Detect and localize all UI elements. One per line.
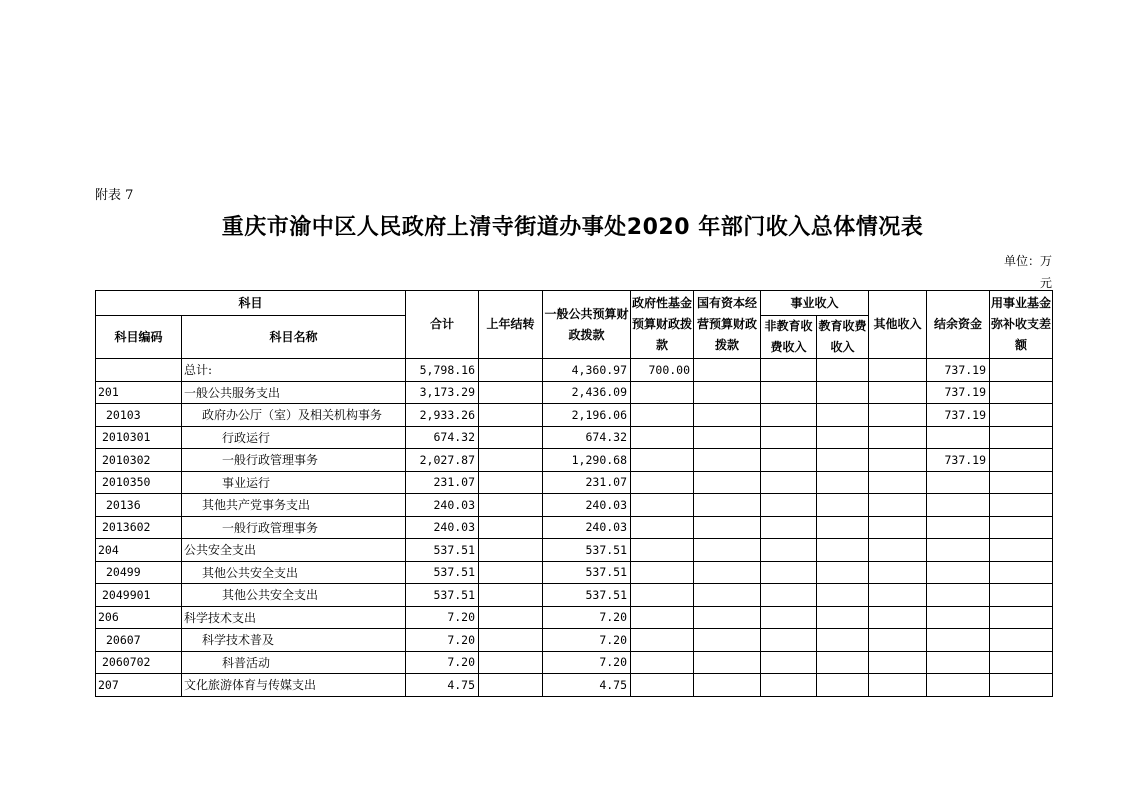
gov-fund-cell	[631, 561, 694, 584]
table-row	[96, 471, 1053, 494]
code-cell: 201	[96, 381, 182, 404]
surplus-cell	[927, 426, 990, 449]
surplus-cell	[927, 471, 990, 494]
gov-fund-cell	[631, 494, 694, 517]
non-edu-cell	[761, 561, 817, 584]
table-row	[96, 359, 1053, 382]
header-general-budget: 一般公共预算财政拨款	[543, 291, 631, 359]
unit-label-line2: 元	[1039, 276, 1052, 290]
other-income-cell	[869, 584, 927, 607]
total-cell: 537.51	[406, 539, 479, 562]
non-edu-cell	[761, 449, 817, 472]
non-edu-cell	[761, 539, 817, 562]
other-income-cell	[869, 651, 927, 674]
supplement-cell	[990, 674, 1053, 697]
general-budget-cell: 4.75	[543, 674, 631, 697]
appendix-label: 附表 7	[95, 188, 134, 203]
table-row	[96, 494, 1053, 517]
other-income-cell	[869, 471, 927, 494]
other-income-cell	[869, 674, 927, 697]
gov-fund-cell	[631, 606, 694, 629]
carryover-cell	[479, 404, 543, 427]
header-surplus: 结余资金	[927, 291, 990, 359]
other-income-cell	[869, 449, 927, 472]
state-capital-cell	[694, 359, 761, 382]
carryover-cell	[479, 516, 543, 539]
general-budget-cell: 7.20	[543, 629, 631, 652]
supplement-cell	[990, 449, 1053, 472]
general-budget-cell: 231.07	[543, 471, 631, 494]
code-cell: 2010350	[96, 471, 182, 494]
general-budget-cell: 4,360.97	[543, 359, 631, 382]
general-budget-cell: 2,196.06	[543, 404, 631, 427]
total-cell: 7.20	[406, 606, 479, 629]
name-cell: 一般行政管理事务	[182, 449, 406, 472]
state-capital-cell	[694, 539, 761, 562]
gov-fund-cell	[631, 449, 694, 472]
name-cell: 其他公共安全支出	[182, 561, 406, 584]
edu-cell	[817, 359, 869, 382]
other-income-cell	[869, 539, 927, 562]
surplus-cell: 737.19	[927, 381, 990, 404]
edu-cell	[817, 629, 869, 652]
edu-cell	[817, 426, 869, 449]
name-cell: 事业运行	[182, 471, 406, 494]
total-cell: 4.75	[406, 674, 479, 697]
supplement-cell	[990, 629, 1053, 652]
code-cell	[96, 359, 182, 382]
non-edu-cell	[761, 471, 817, 494]
carryover-cell	[479, 426, 543, 449]
name-cell: 政府办公厅（室）及相关机构事务	[182, 404, 406, 427]
surplus-cell	[927, 584, 990, 607]
supplement-cell	[990, 561, 1053, 584]
surplus-cell	[927, 674, 990, 697]
other-income-cell	[869, 381, 927, 404]
name-cell: 总计:	[182, 359, 406, 382]
gov-fund-cell	[631, 584, 694, 607]
general-budget-cell: 240.03	[543, 516, 631, 539]
total-cell: 240.03	[406, 494, 479, 517]
gov-fund-cell	[631, 471, 694, 494]
other-income-cell	[869, 561, 927, 584]
non-edu-cell	[761, 359, 817, 382]
carryover-cell	[479, 584, 543, 607]
gov-fund-cell	[631, 674, 694, 697]
name-cell: 文化旅游体育与传媒支出	[182, 674, 406, 697]
edu-cell	[817, 471, 869, 494]
header-total: 合计	[406, 291, 479, 359]
edu-cell	[817, 449, 869, 472]
carryover-cell	[479, 674, 543, 697]
surplus-cell	[927, 494, 990, 517]
state-capital-cell	[694, 674, 761, 697]
name-cell: 科学技术普及	[182, 629, 406, 652]
header-state-capital: 国有资本经营预算财政拨款	[694, 291, 761, 359]
other-income-cell	[869, 606, 927, 629]
carryover-cell	[479, 381, 543, 404]
code-cell: 207	[96, 674, 182, 697]
general-budget-cell: 537.51	[543, 584, 631, 607]
edu-cell	[817, 539, 869, 562]
supplement-cell	[990, 381, 1053, 404]
header-code: 科目编码	[96, 316, 182, 359]
total-cell: 2,027.87	[406, 449, 479, 472]
state-capital-cell	[694, 494, 761, 517]
header-business-income: 事业收入	[761, 291, 869, 316]
edu-cell	[817, 516, 869, 539]
general-budget-cell: 7.20	[543, 606, 631, 629]
general-budget-cell: 1,290.68	[543, 449, 631, 472]
surplus-cell	[927, 516, 990, 539]
gov-fund-cell	[631, 516, 694, 539]
carryover-cell	[479, 561, 543, 584]
carryover-cell	[479, 539, 543, 562]
table-row	[96, 539, 1053, 562]
state-capital-cell	[694, 381, 761, 404]
table-row	[96, 516, 1053, 539]
unit-label	[990, 250, 1052, 294]
code-cell: 2060702	[96, 651, 182, 674]
table-row	[96, 426, 1053, 449]
edu-cell	[817, 404, 869, 427]
carryover-cell	[479, 359, 543, 382]
name-cell: 其他共产党事务支出	[182, 494, 406, 517]
name-cell: 一般行政管理事务	[182, 516, 406, 539]
table-body	[96, 359, 1053, 697]
supplement-cell	[990, 651, 1053, 674]
non-edu-cell	[761, 516, 817, 539]
surplus-cell: 737.19	[927, 449, 990, 472]
state-capital-cell	[694, 651, 761, 674]
code-cell: 2013602	[96, 516, 182, 539]
state-capital-cell	[694, 426, 761, 449]
table-row	[96, 674, 1053, 697]
edu-cell	[817, 584, 869, 607]
supplement-cell	[990, 404, 1053, 427]
supplement-cell	[990, 494, 1053, 517]
table-row	[96, 651, 1053, 674]
code-cell: 20607	[96, 629, 182, 652]
edu-cell	[817, 674, 869, 697]
name-cell: 公共安全支出	[182, 539, 406, 562]
non-edu-cell	[761, 494, 817, 517]
edu-cell	[817, 651, 869, 674]
gov-fund-cell	[631, 426, 694, 449]
total-cell: 537.51	[406, 584, 479, 607]
edu-cell	[817, 381, 869, 404]
carryover-cell	[479, 606, 543, 629]
carryover-cell	[479, 449, 543, 472]
total-cell: 5,798.16	[406, 359, 479, 382]
table-row	[96, 381, 1053, 404]
carryover-cell	[479, 471, 543, 494]
total-cell: 2,933.26	[406, 404, 479, 427]
income-table	[95, 290, 1053, 697]
non-edu-cell	[761, 606, 817, 629]
carryover-cell	[479, 651, 543, 674]
name-cell: 其他公共安全支出	[182, 584, 406, 607]
carryover-cell	[479, 494, 543, 517]
header-other-income: 其他收入	[869, 291, 927, 359]
carryover-cell	[479, 629, 543, 652]
header-supplement: 用事业基金弥补收支差额	[990, 291, 1053, 359]
non-edu-cell	[761, 651, 817, 674]
supplement-cell	[990, 516, 1053, 539]
table-row	[96, 584, 1053, 607]
header-gov-fund: 政府性基金预算财政拨款	[631, 291, 694, 359]
total-cell: 537.51	[406, 561, 479, 584]
state-capital-cell	[694, 629, 761, 652]
name-cell: 科学技术支出	[182, 606, 406, 629]
gov-fund-cell	[631, 629, 694, 652]
surplus-cell	[927, 561, 990, 584]
general-budget-cell: 674.32	[543, 426, 631, 449]
other-income-cell	[869, 629, 927, 652]
table-row	[96, 629, 1053, 652]
header-edu: 教育收费收入	[817, 316, 869, 359]
code-cell: 20136	[96, 494, 182, 517]
total-cell: 231.07	[406, 471, 479, 494]
gov-fund-cell	[631, 651, 694, 674]
general-budget-cell: 240.03	[543, 494, 631, 517]
gov-fund-cell	[631, 404, 694, 427]
supplement-cell	[990, 359, 1053, 382]
header-name: 科目名称	[182, 316, 406, 359]
page-title: 重庆市渝中区人民政府上清寺街道办事处2020 年部门收入总体情况表	[221, 215, 924, 240]
total-cell: 3,173.29	[406, 381, 479, 404]
supplement-cell	[990, 471, 1053, 494]
state-capital-cell	[694, 404, 761, 427]
surplus-cell	[927, 651, 990, 674]
table-row	[96, 404, 1053, 427]
edu-cell	[817, 606, 869, 629]
state-capital-cell	[694, 606, 761, 629]
table-row	[96, 561, 1053, 584]
code-cell: 2010302	[96, 449, 182, 472]
code-cell: 2049901	[96, 584, 182, 607]
supplement-cell	[990, 539, 1053, 562]
non-edu-cell	[761, 404, 817, 427]
other-income-cell	[869, 494, 927, 517]
total-cell: 240.03	[406, 516, 479, 539]
state-capital-cell	[694, 516, 761, 539]
state-capital-cell	[694, 584, 761, 607]
code-cell: 206	[96, 606, 182, 629]
surplus-cell	[927, 606, 990, 629]
code-cell: 20499	[96, 561, 182, 584]
header-subject: 科目	[96, 291, 406, 316]
surplus-cell	[927, 539, 990, 562]
surplus-cell: 737.19	[927, 404, 990, 427]
surplus-cell: 737.19	[927, 359, 990, 382]
supplement-cell	[990, 584, 1053, 607]
general-budget-cell: 537.51	[543, 561, 631, 584]
gov-fund-cell	[631, 539, 694, 562]
state-capital-cell	[694, 561, 761, 584]
gov-fund-cell: 700.00	[631, 359, 694, 382]
code-cell: 2010301	[96, 426, 182, 449]
general-budget-cell: 2,436.09	[543, 381, 631, 404]
other-income-cell	[869, 516, 927, 539]
non-edu-cell	[761, 381, 817, 404]
table-row	[96, 449, 1053, 472]
name-cell: 一般公共服务支出	[182, 381, 406, 404]
non-edu-cell	[761, 629, 817, 652]
header-non-edu: 非教育收费收入	[761, 316, 817, 359]
name-cell: 科普活动	[182, 651, 406, 674]
state-capital-cell	[694, 471, 761, 494]
other-income-cell	[869, 426, 927, 449]
surplus-cell	[927, 629, 990, 652]
edu-cell	[817, 494, 869, 517]
code-cell: 20103	[96, 404, 182, 427]
gov-fund-cell	[631, 381, 694, 404]
other-income-cell	[869, 359, 927, 382]
general-budget-cell: 7.20	[543, 651, 631, 674]
name-cell: 行政运行	[182, 426, 406, 449]
general-budget-cell: 537.51	[543, 539, 631, 562]
unit-label-line1: 单位：万	[1003, 254, 1052, 268]
non-edu-cell	[761, 584, 817, 607]
other-income-cell	[869, 404, 927, 427]
code-cell: 204	[96, 539, 182, 562]
non-edu-cell	[761, 674, 817, 697]
non-edu-cell	[761, 426, 817, 449]
supplement-cell	[990, 606, 1053, 629]
supplement-cell	[990, 426, 1053, 449]
total-cell: 7.20	[406, 651, 479, 674]
state-capital-cell	[694, 449, 761, 472]
total-cell: 7.20	[406, 629, 479, 652]
total-cell: 674.32	[406, 426, 479, 449]
table-row	[96, 606, 1053, 629]
header-carryover: 上年结转	[479, 291, 543, 359]
edu-cell	[817, 561, 869, 584]
